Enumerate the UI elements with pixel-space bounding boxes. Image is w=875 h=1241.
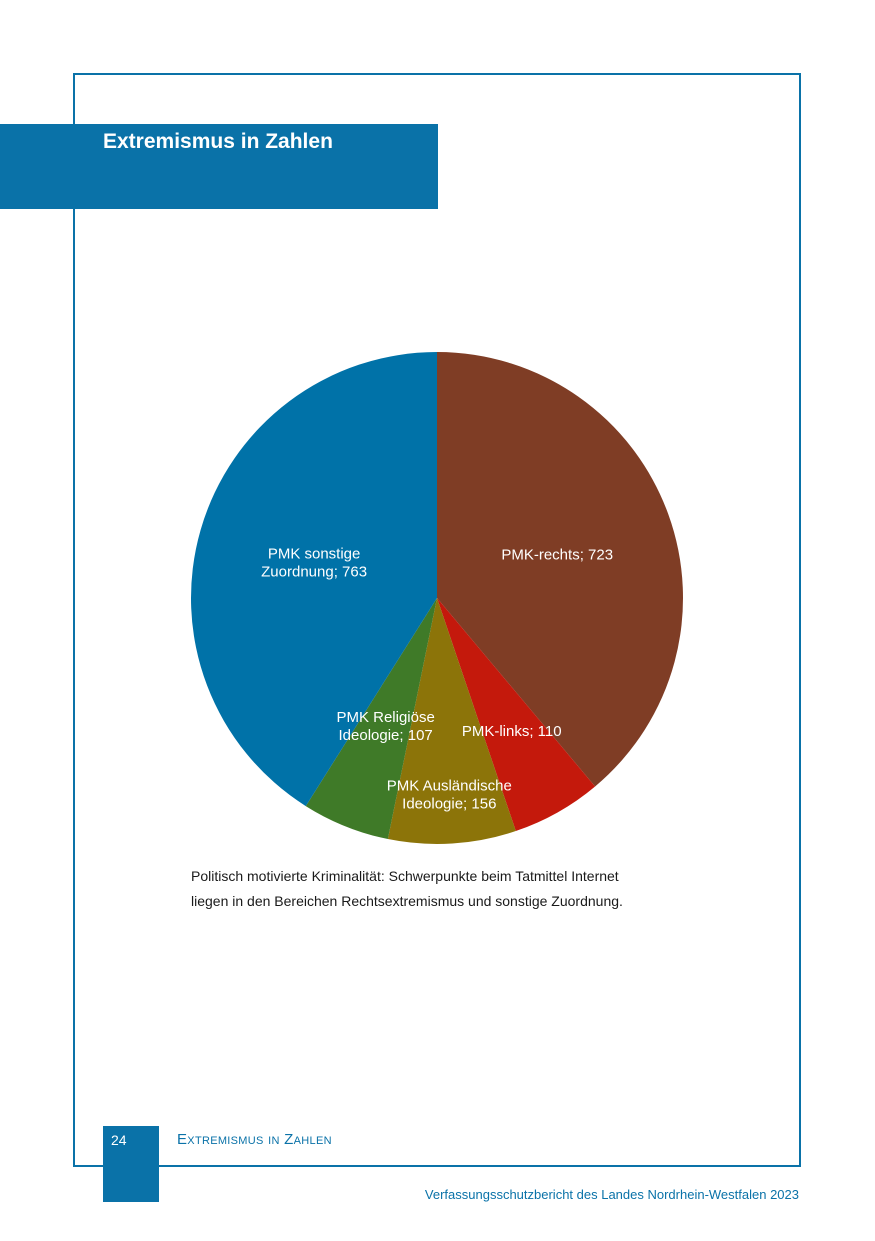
pie-slice-label: PMK-rechts; 723: [501, 546, 614, 564]
report-title: Verfassungsschutzbericht des Landes Nordrhein-Westfalen 2023: [424, 1187, 799, 1202]
chart-caption: [191, 864, 711, 914]
pie-slice-label: PMK Religiöse Ideologie; 107: [336, 708, 435, 744]
pie-slice-label: PMK-links; 110: [461, 722, 562, 740]
caption-line-1: Politisch motivierte Kriminalität: Schwerpunkte beim Tatmittel Internet: [191, 868, 619, 884]
footer-section-label: Extremismus in Zahlen: [177, 1131, 332, 1148]
pie-chart: [150, 320, 730, 880]
pie-slice-label: PMK Ausländische Ideologie; 156: [386, 777, 512, 813]
caption-line-2: liegen in den Bereichen Rechtsextremismus und sonstige Zuordnung.: [191, 893, 623, 909]
page-number: 24: [111, 1132, 127, 1148]
pie-slice-label: PMK sonstige Zuordnung; 763: [261, 545, 368, 581]
section-heading: Extremismus in Zahlen: [103, 130, 333, 153]
